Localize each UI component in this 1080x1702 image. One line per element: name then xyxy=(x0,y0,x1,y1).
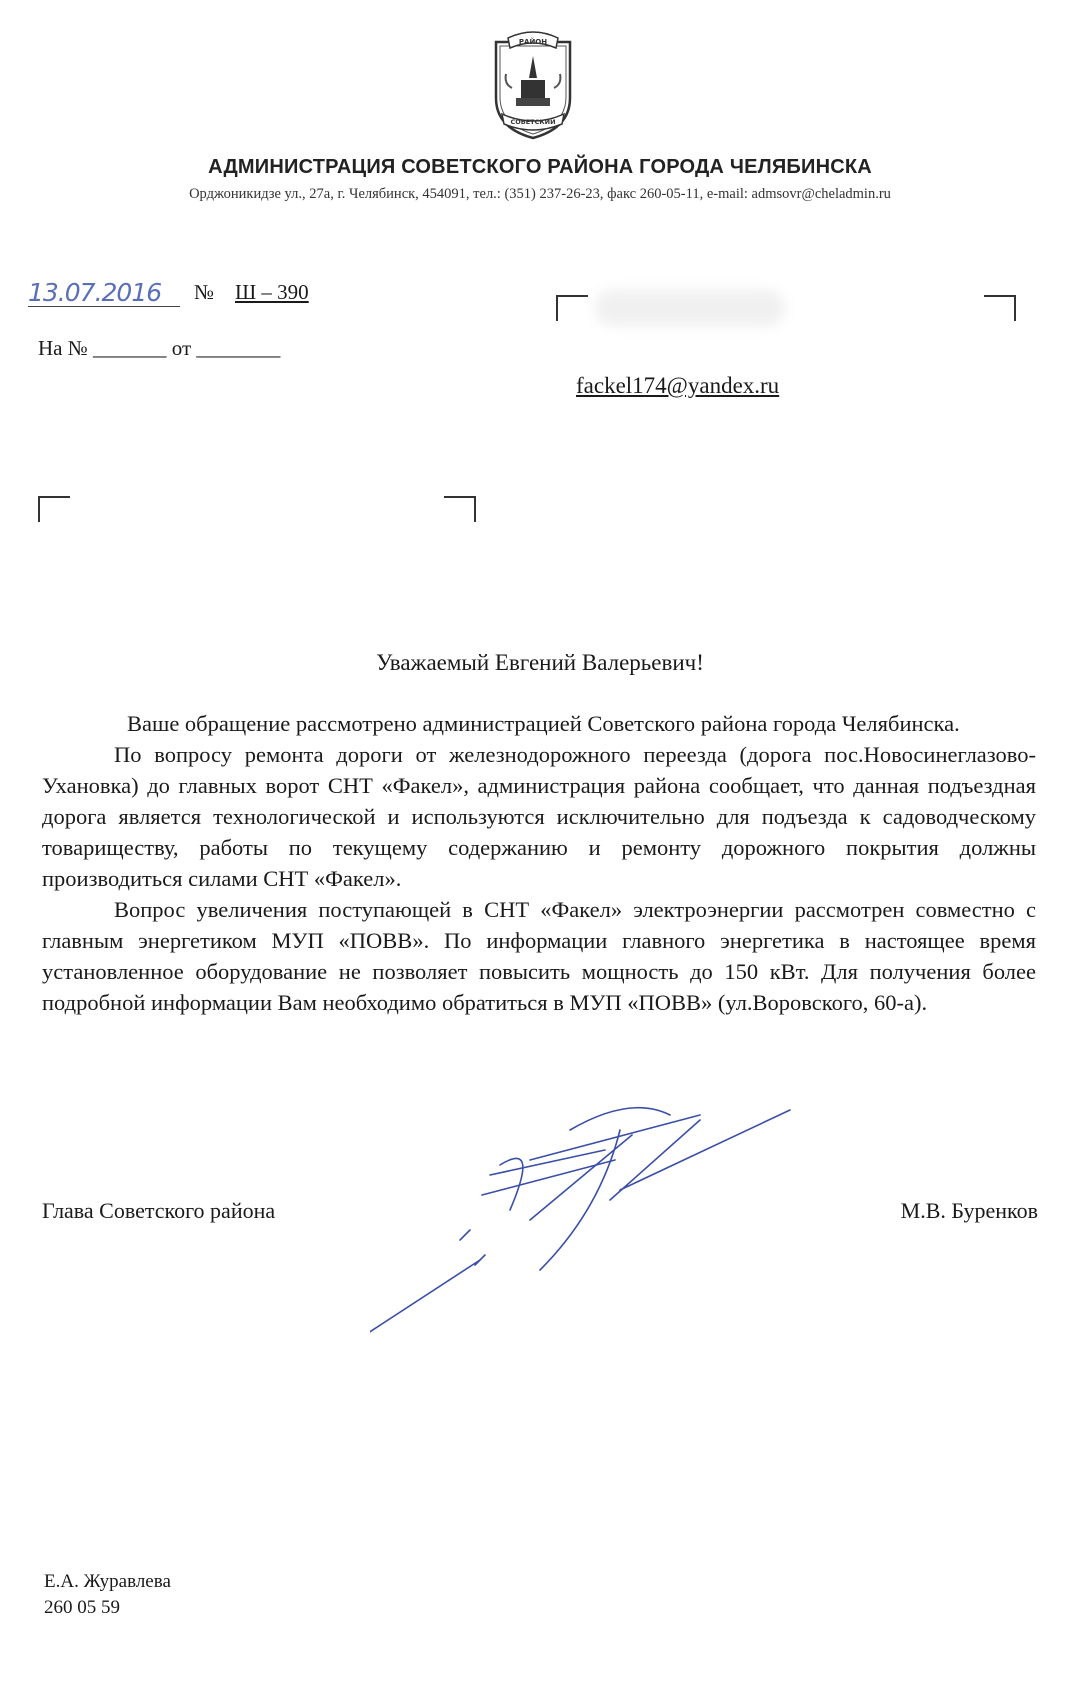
registration-number-label: № xyxy=(194,280,215,304)
organization-contacts: Орджоникидзе ул., 27а, г. Челябинск, 454091, тел.: (351) 237-26-23, факс 260-05-11, e-mail: admsovr@cheladmin.ru xyxy=(189,186,891,202)
addressee-email: fackel174@yandex.ru xyxy=(576,373,780,398)
reference-line: На № _______ от ________ xyxy=(38,336,281,360)
signatory-title: Глава Советского района xyxy=(42,1198,276,1223)
handwritten-signature-icon xyxy=(370,1090,840,1350)
address-corner-top-left xyxy=(556,295,588,321)
emblem-ribbon-bottom: СОВЕТСКИЙ xyxy=(510,118,556,126)
paragraph: По вопросу ремонта дороги от железнодорожного переезда (дорога пос.Новосинеглазово-Ухановка) до главных ворот СНТ «Факел», администрация района сообщает, что данная подъездная дорога является технологической и используются исключительно для подъезда к садоводческому товариществу, работы по текущему содержанию и ремонту дорожного покрытия должны производиться силами СНТ «Факел». xyxy=(42,742,1036,891)
address-corner-top-right xyxy=(984,295,1016,321)
organization-name: АДМИНИСТРАЦИЯ СОВЕТСКОГО РАЙОНА ГОРОДА ЧЕЛЯБИНСКА xyxy=(208,156,872,178)
salutation: Уважаемый Евгений Валерьевич! xyxy=(376,650,704,675)
paragraph: Вопрос увеличения поступающей в СНТ «Факел» электроэнергии рассмотрен совместно с главным энергетиком МУП «ПОВВ». По информации главного энергетика в настоящее время установленное оборудование не позволяет повысить мощность до 150 кВт. Для получения более подробной информации Вам необходимо обратиться в МУП «ПОВВ» (ул.Воровского, 60-а). xyxy=(42,897,1036,1015)
registration-number: Ш – 390 xyxy=(235,280,309,304)
letter-body xyxy=(42,708,1036,1018)
paragraph: Ваше обращение рассмотрено администрацией Советского района города Челябинска. xyxy=(127,711,960,736)
margin-corner-top-right xyxy=(444,496,476,522)
emblem-ribbon-top: РАЙОН xyxy=(518,38,548,46)
coat-of-arms-icon xyxy=(488,28,578,142)
executor-phone: 260 05 59 xyxy=(44,1597,120,1618)
redacted-addressee xyxy=(595,290,785,326)
executor-name: Е.А. Журавлева xyxy=(44,1571,171,1592)
handwritten-date: 13.07.2016 xyxy=(28,280,180,307)
margin-corner-top-left xyxy=(38,496,70,522)
signatory-name: М.В. Буренков xyxy=(900,1198,1038,1223)
